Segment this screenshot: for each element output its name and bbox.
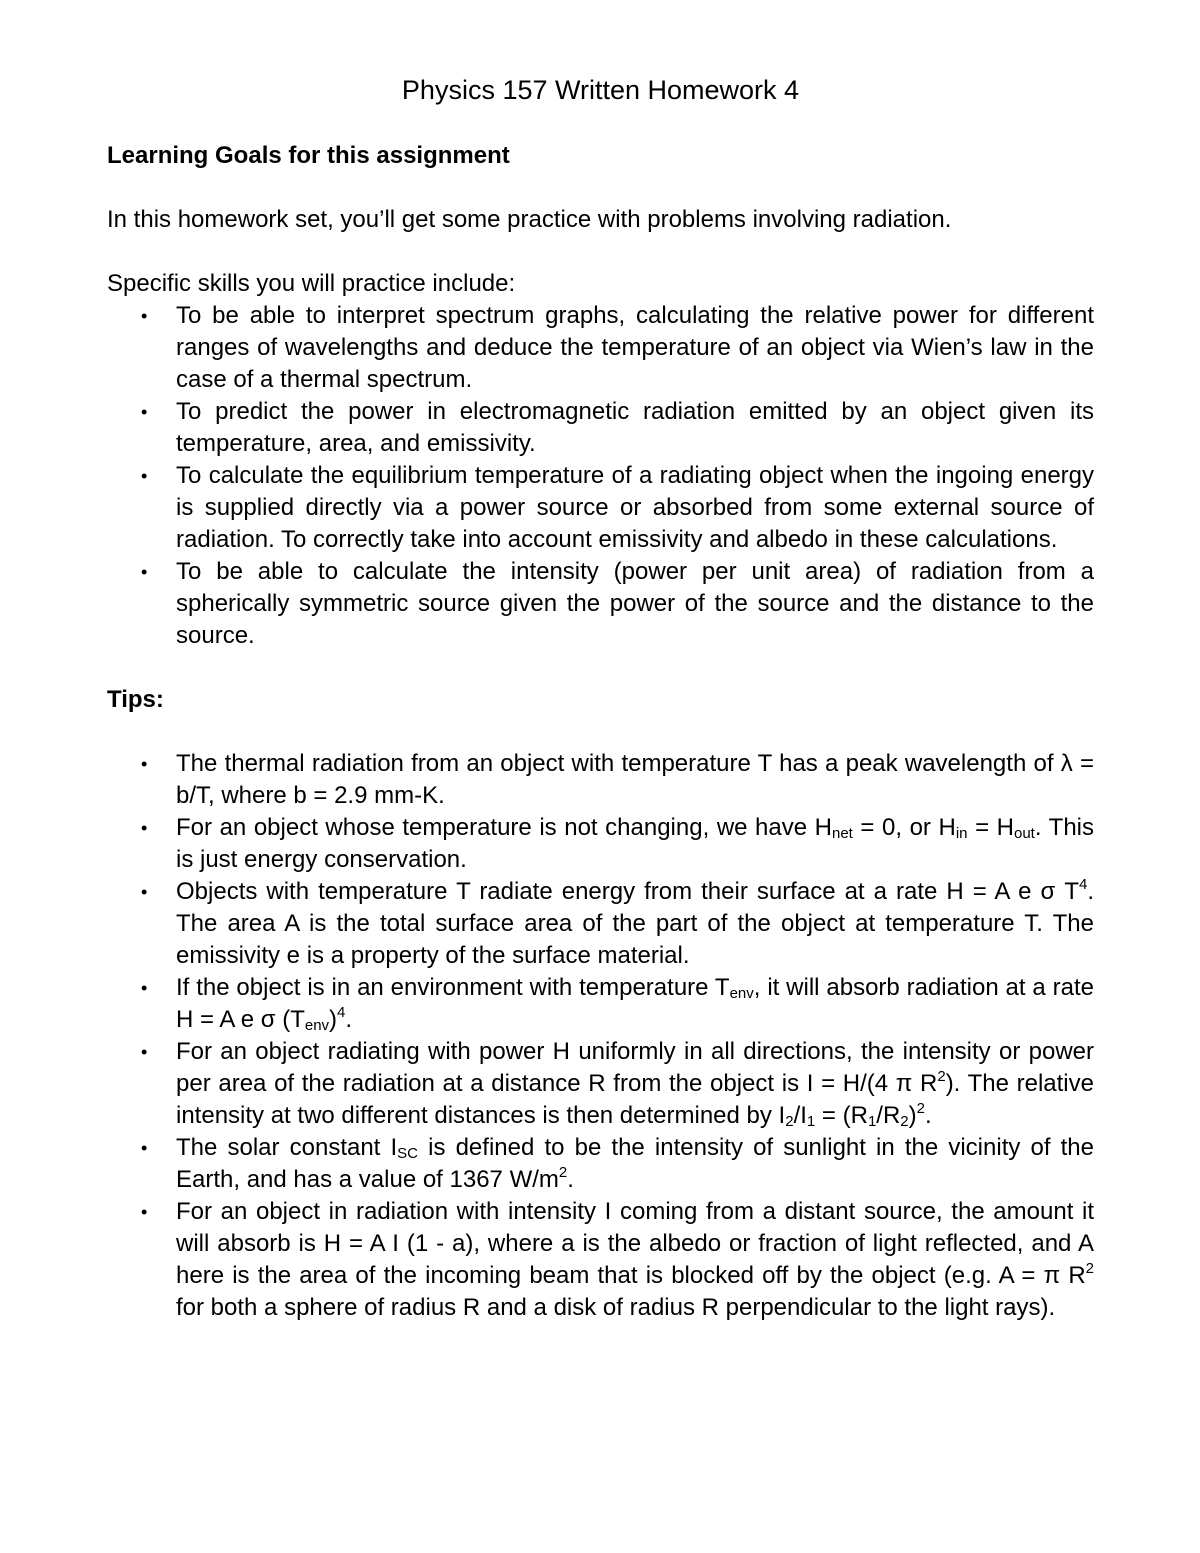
bullet-icon: • xyxy=(141,1042,148,1062)
skills-list xyxy=(107,300,1094,652)
bullet-icon: • xyxy=(141,1202,148,1222)
list-item: • To predict the power in electromagnetic radiation emitted by an object given its temperature, area, and emissivity. xyxy=(141,398,1094,457)
bullet-icon: • xyxy=(141,466,148,486)
tips-list xyxy=(107,748,1094,1324)
bullet-icon: • xyxy=(141,562,148,582)
list-item: • For an object radiating with power H uniformly in all directions, the intensity or power per area of the radiation at a distance R from the object is I = H/(4 π $R^2$). The relative intensity at two different distances is then determined by $I_2/I_1 = (R_1/R_2)^2$. xyxy=(141,1038,1094,1130)
list-item: • To be able to interpret spectrum graphs, calculating the relative power for different ranges of wavelengths and deduce the temperature of an object via Wien’s law in the case of a thermal spectrum. xyxy=(141,302,1094,393)
bullet-icon: • xyxy=(141,882,148,902)
bullet-icon: • xyxy=(141,402,148,422)
bullet-icon: • xyxy=(141,978,148,998)
list-item: • For an object whose temperature is not changing, we have $H_{net} = 0$, or $H_{in} = H_{out}$. This is just energy conservation. xyxy=(141,814,1094,873)
tips-heading: Tips: xyxy=(107,686,164,713)
list-item: • To calculate the equilibrium temperature of a radiating object when the ingoing energy is supplied directly via a power source or absorbed from some external source of radiation. To correctly take into account emissivity and albedo in these calculations. xyxy=(141,462,1094,553)
bullet-icon: • xyxy=(141,306,148,326)
intro-paragraph: In this homework set, you’ll get some practice with problems involving radiation. xyxy=(107,206,952,233)
list-item: • The thermal radiation from an object with temperature T has a peak wavelength of λ = b/T, where b = 2.9 mm-K. xyxy=(141,750,1094,809)
list-item: • If the object is in an environment with temperature $T_{env}$, it will absorb radiation at a rate H = A e σ $(T_{env})^4$. xyxy=(141,974,1094,1034)
skills-intro: Specific skills you will practice include: xyxy=(107,270,516,297)
document-page xyxy=(107,72,1094,1324)
bullet-icon: • xyxy=(141,818,148,838)
bullet-icon: • xyxy=(141,1138,148,1158)
learning-goals-heading: Learning Goals for this assignment xyxy=(107,142,510,169)
list-item: • To be able to calculate the intensity (power per unit area) of radiation from a spherically symmetric source given the power of the source and the distance to the source. xyxy=(141,558,1094,649)
list-item: • The solar constant $I_{SC}$ is defined to be the intensity of sunlight in the vicinity of the Earth, and has a value of 1367 $W/m^2$. xyxy=(141,1134,1094,1193)
bullet-icon: • xyxy=(141,754,148,774)
list-item: • Objects with temperature T radiate energy from their surface at a rate H = A e σ $T^4$. The area A is the total surface area of the part of the object at temperature T. The emissivity e is a property of the surface material. xyxy=(141,876,1094,969)
list-item: • For an object in radiation with intensity I coming from a distant source, the amount it will absorb is H = A I (1 - a), where a is the albedo or fraction of light reflected, and A here is the area of the incoming beam that is blocked off by the object (e.g. A = π $R^2$ for both a sphere of radius R and a disk of radius R perpendicular to the light rays). xyxy=(141,1198,1094,1321)
document-title: Physics 157 Written Homework 4 xyxy=(401,75,800,105)
